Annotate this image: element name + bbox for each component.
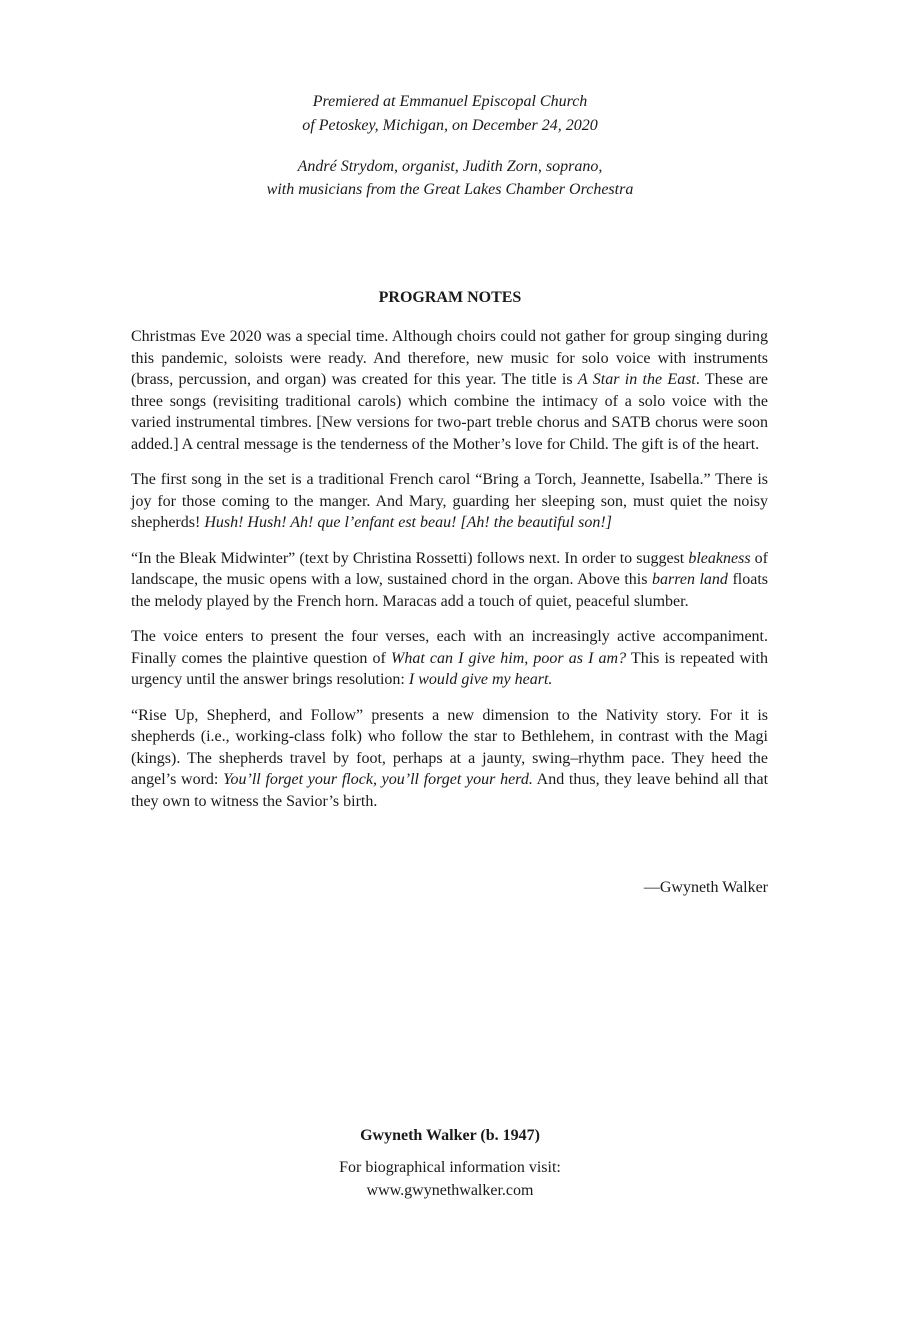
performers-line-2: with musicians from the Great Lakes Chamber Orchestra bbox=[266, 181, 634, 198]
biography-prompt: For biographical information visit: bbox=[339, 1159, 561, 1176]
composer-name: Gwyneth Walker (b. 1947) bbox=[360, 1127, 540, 1144]
lyric-italic: You’ll forget your flock, you’ll forget your herd. bbox=[223, 771, 533, 788]
composer-info bbox=[0, 1156, 900, 1202]
performers-info bbox=[0, 155, 900, 201]
title-italic: A Star in the East bbox=[577, 371, 696, 388]
notes-paragraph-2: The first song in the set is a traditional French carol “Bring a Torch, Jeannette, Isabella.” There is joy for those coming to the manger. And Mary, guarding her sleeping son, must quiet the noisy shepherds! Hush! Hush! Ah! que l’enfant est beau! [Ah! the beautiful son!] bbox=[131, 471, 768, 531]
emphasis-italic: barren land bbox=[652, 571, 728, 588]
notes-paragraph-1: Christmas Eve 2020 was a special time. Although choirs could not gather for group singing during this pandemic, soloists were ready. And therefore, new music for solo voice with instruments (brass, percussion, and organ) was created for this year. The title is A Star in the East. These are three songs (revisiting traditional carols) which combine the intimacy of a solo voice with the varied instrumental timbres. [New versions for two-part treble chorus and SATB chorus were soon added.] A central message is the tenderness of the Mother’s love for Child. The gift is of the heart. bbox=[131, 328, 768, 453]
notes-paragraph-4: The voice enters to present the four verses, each with an increasingly active accompaniment. Finally comes the plaintive question of What can I give him, poor as I am? This is repeated with urgency until the answer brings resolution: I would give my heart. bbox=[131, 628, 769, 688]
premiere-line-2: of Petoskey, Michigan, on December 24, 2020 bbox=[302, 117, 598, 134]
notes-paragraph-5: “Rise Up, Shepherd, and Follow” presents a new dimension to the Nativity story. For it is shepherds (i.e., working-class folk) who follow the star to Bethlehem, in contrast with the Magi (kings). The shepherds travel by foot, perhaps at a jaunty, swing–rhythm pace. They heed the angel’s word: You’ll forget your flock, you’ll forget your herd. And thus, they leave behind all that they own to witness the Savior’s birth. bbox=[131, 706, 769, 810]
lyric-italic: I would give my heart. bbox=[408, 671, 553, 688]
lyric-italic: Hush! Hush! Ah! que l’enfant est beau! [Ah! the beautiful son!] bbox=[204, 514, 612, 531]
premiere-info bbox=[0, 90, 900, 138]
program-notes-body bbox=[131, 326, 768, 826]
performers-line-1: André Strydom, organist, Judith Zorn, soprano, bbox=[297, 158, 603, 175]
website-link[interactable]: www.gwynethwalker.com bbox=[366, 1182, 534, 1199]
program-notes-title: PROGRAM NOTES bbox=[378, 289, 522, 306]
author-signature: —Gwyneth Walker bbox=[643, 879, 768, 896]
emphasis-italic: bleakness bbox=[688, 549, 751, 567]
lyric-italic: What can I give him, poor as I am? bbox=[390, 649, 627, 667]
premiere-line-1: Premiered at Emmanuel Episcopal Church bbox=[312, 93, 588, 110]
composer-block bbox=[0, 1125, 900, 1202]
notes-paragraph-3: “In the Bleak Midwinter” (text by Christina Rossetti) follows next. In order to suggest bleakness of landscape, the music opens with a low, sustained chord in the organ. Above this barren land floats the melody played by the French horn. Maracas add a touch of quiet, peaceful slumber. bbox=[131, 549, 769, 610]
